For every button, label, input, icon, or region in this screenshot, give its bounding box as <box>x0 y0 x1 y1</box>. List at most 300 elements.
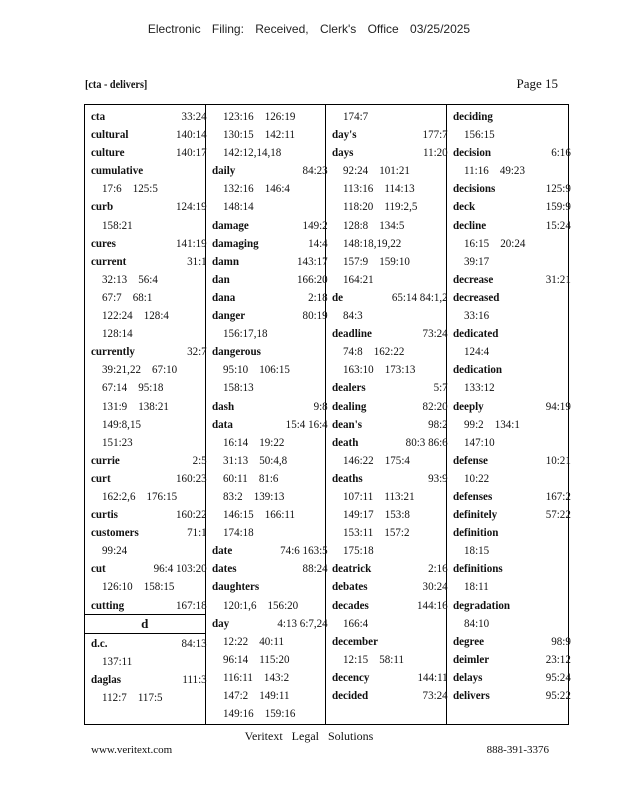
index-continuation-line <box>91 397 218 415</box>
page-line-ref: 163:10 <box>343 362 374 377</box>
index-entry <box>212 577 328 595</box>
index-entry <box>332 632 448 650</box>
page-line-ref: 157:9 <box>343 253 369 268</box>
index-continuation-line <box>91 415 218 433</box>
page-line-ref: 174:7 <box>343 109 369 123</box>
page-line-ref: 82:20 <box>422 398 448 413</box>
index-term: date <box>211 543 232 558</box>
index-continuation-line <box>453 433 582 451</box>
index-continuation-line <box>91 216 218 234</box>
page-line-ref: 149:17 <box>343 507 374 522</box>
page-line-ref: 9:8 <box>313 398 328 413</box>
page-line-ref: 173:13 <box>384 362 416 377</box>
page-line-ref: 31:1 <box>187 253 207 268</box>
index-term: deimler <box>452 651 489 666</box>
index-entry <box>212 216 328 234</box>
index-entry <box>91 505 207 523</box>
index-term: decency <box>332 669 370 684</box>
index-entry <box>453 397 571 415</box>
page-line-ref: 117:5 <box>137 689 163 704</box>
page-line-ref: 99:2 <box>463 416 484 431</box>
page-line-ref: 2:16 <box>428 561 448 576</box>
page-line-ref: 20:24 <box>499 235 525 250</box>
index-term: dangerous <box>211 344 261 359</box>
index-term: dean's <box>332 416 363 431</box>
page-line-ref: 98:9 <box>550 633 571 648</box>
page-line-ref: 58:11 <box>379 651 404 666</box>
page-line-ref: 6:16 <box>550 145 571 160</box>
index-entry <box>212 415 328 433</box>
index-entry <box>332 596 448 614</box>
page-line-ref: 4:13 6:7,24 <box>276 615 328 630</box>
page-line-ref: 32:13 <box>102 271 128 286</box>
page-line-ref: 143:2 <box>263 669 289 684</box>
index-entry <box>453 650 571 668</box>
page-line-ref: 84:23 <box>302 163 328 178</box>
index-continuation-line <box>332 541 459 559</box>
index-term: defense <box>452 452 488 467</box>
index-entry <box>212 397 328 415</box>
page-line-ref: 131:9 <box>102 398 128 413</box>
index-entry <box>91 197 207 215</box>
index-continuation-line <box>212 451 339 469</box>
index-term: decline <box>452 217 486 232</box>
index-continuation-line <box>332 650 459 668</box>
index-continuation-line <box>453 306 582 324</box>
index-entry <box>453 596 571 614</box>
index-term: deatrick <box>332 561 372 576</box>
page-line-ref: 57:22 <box>545 507 571 522</box>
index-term: delays <box>452 669 482 684</box>
page-line-ref: 159:9 <box>545 199 571 214</box>
page-line-ref: 95:10 <box>222 362 248 377</box>
index-term: currently <box>91 344 135 359</box>
page-line-ref: 31:21 <box>545 271 571 286</box>
page-line-ref: 92:24 <box>343 163 369 178</box>
page-line-ref: 158:15 <box>143 579 175 594</box>
page-line-ref: 10:22 <box>463 470 489 485</box>
index-continuation-line <box>212 704 339 722</box>
index-term: d.c. <box>91 635 108 650</box>
section-letter-header: d <box>85 614 205 634</box>
page-line-ref: 5:7 <box>433 380 448 395</box>
page-line-ref: 101:21 <box>379 163 410 178</box>
index-continuation-line <box>91 270 218 288</box>
page-line-ref: 137:11 <box>102 653 133 668</box>
index-entry <box>212 306 328 324</box>
page-line-ref: 130:15 <box>222 127 254 142</box>
page-line-ref: 156:17,18 <box>222 326 268 341</box>
page-line-ref: 95:18 <box>138 380 164 395</box>
index-entry <box>212 614 328 632</box>
page-line-ref: 153:11 <box>343 525 374 540</box>
page-line-ref: 157:2 <box>384 525 410 540</box>
index-continuation-line <box>453 125 582 143</box>
page-line-ref: 156:20 <box>267 597 298 612</box>
page-line-ref: 12:15 <box>343 651 369 666</box>
index-term: dana <box>211 289 235 304</box>
index-entry <box>91 125 207 143</box>
page-line-ref: 17:6 <box>102 181 122 196</box>
page-line-ref: 56:4 <box>138 271 158 286</box>
index-term: cures <box>91 235 116 250</box>
index-entry <box>453 216 571 234</box>
index-term: curtis <box>91 507 118 522</box>
index-term: daglas <box>91 671 122 686</box>
index-continuation-line <box>453 378 582 396</box>
index-entry <box>212 252 328 270</box>
index-term: curt <box>91 470 111 485</box>
page-line-ref: 138:21 <box>138 398 169 413</box>
index-term: decrease <box>452 271 493 286</box>
page-line-ref: 142:11 <box>264 127 295 142</box>
page-line-ref: 18:15 <box>463 543 489 558</box>
index-continuation-line <box>91 324 218 342</box>
index-continuation-line <box>332 487 459 505</box>
index-entry <box>332 143 448 161</box>
page-line-ref: 94:19 <box>545 398 571 413</box>
index-term: daily <box>211 163 235 178</box>
index-term: daughters <box>211 579 259 594</box>
page-line-ref: 140:14 <box>176 127 207 142</box>
index-entry <box>332 686 448 704</box>
index-continuation-line <box>212 487 339 505</box>
index-term: definitely <box>452 507 497 522</box>
page-line-ref: 153:8 <box>384 507 410 522</box>
page-line-ref: 15:4 16:4 <box>285 416 328 431</box>
index-entry <box>453 360 571 378</box>
index-entry <box>91 107 207 125</box>
page-line-ref: 31:13 <box>222 452 248 467</box>
index-term: degree <box>452 633 484 648</box>
index-entry <box>453 179 571 197</box>
index-continuation-line <box>332 107 459 125</box>
page-line-ref: 175:18 <box>343 543 374 558</box>
index-entry <box>453 686 571 704</box>
index-entry <box>91 234 207 252</box>
index-term: degradation <box>452 597 510 612</box>
page-line-ref: 128:8 <box>343 217 369 232</box>
index-term: de <box>332 289 344 304</box>
index-continuation-line <box>332 179 459 197</box>
index-term: deaths <box>332 470 363 485</box>
page-line-ref: 166:20 <box>296 271 328 286</box>
index-continuation-line <box>332 614 459 632</box>
index-entry <box>453 324 571 342</box>
page-line-ref: 39:21,22 <box>102 362 141 377</box>
index-continuation-line <box>332 342 459 360</box>
footer-phone: 888-391-3376 <box>486 744 549 756</box>
index-continuation-line <box>332 270 459 288</box>
page-line-ref: 147:10 <box>463 434 495 449</box>
index-entry <box>91 252 207 270</box>
index-term: culture <box>91 145 125 160</box>
index-entry <box>453 107 571 125</box>
page-line-ref: 74:8 <box>343 344 363 359</box>
page-line-ref: 128:14 <box>102 326 133 341</box>
index-entry <box>453 632 571 650</box>
page-line-ref: 142:12,14,18 <box>222 145 281 160</box>
word-index-grid <box>84 104 569 725</box>
page-line-ref: 80:19 <box>302 308 328 323</box>
index-term: cut <box>91 561 106 576</box>
page-line-ref: 10:21 <box>545 452 571 467</box>
index-continuation-line <box>212 433 339 451</box>
page-line-ref: 149:2 <box>302 217 328 232</box>
page-line-ref: 33:24 <box>181 109 207 123</box>
index-entry <box>91 161 207 179</box>
page-line-ref: 148:18,19,22 <box>343 235 402 250</box>
page-line-ref: 49:23 <box>499 163 525 178</box>
page-line-ref: 11:16 <box>463 163 489 178</box>
page-line-ref: 88:24 <box>302 561 328 576</box>
page-line-ref: 177:7 <box>422 127 448 142</box>
page-line-ref: 143:17 <box>296 253 328 268</box>
page-line-ref: 166:11 <box>264 507 295 522</box>
index-continuation-line <box>453 161 582 179</box>
page-line-ref: 123:16 <box>222 109 254 123</box>
page-line-ref: 133:12 <box>463 380 495 395</box>
index-term: dealing <box>332 398 367 413</box>
page-line-ref: 93:9 <box>428 470 448 485</box>
page-line-ref: 114:13 <box>384 181 415 196</box>
index-continuation-line <box>212 107 339 125</box>
index-entry <box>91 342 207 360</box>
index-term: cutting <box>91 597 125 612</box>
index-term: definition <box>452 525 498 540</box>
index-term: dash <box>211 398 234 413</box>
page-line-ref: 99:24 <box>102 543 128 558</box>
page-line-ref: 160:22 <box>176 507 207 522</box>
index-term: deadline <box>332 326 372 341</box>
page-line-ref: 132:16 <box>222 181 254 196</box>
footer-website: www.veritext.com <box>91 744 173 756</box>
index-continuation-line <box>453 234 582 252</box>
index-term: dates <box>211 561 237 576</box>
page-line-ref: 112:7 <box>102 689 127 704</box>
page-line-ref: 120:1,6 <box>222 597 256 612</box>
page-line-ref: 74:6 163:5 <box>279 543 328 558</box>
page-line-ref: 73:24 <box>422 688 448 702</box>
page-line-ref: 125:5 <box>132 181 158 196</box>
index-entry <box>332 397 448 415</box>
index-continuation-line <box>91 577 218 595</box>
page-line-ref: 125:9 <box>545 181 571 196</box>
index-term: day's <box>332 127 357 142</box>
index-term: deeply <box>452 398 484 413</box>
index-continuation-line <box>91 360 218 378</box>
index-entry <box>332 469 448 487</box>
page-line-ref: 144:16 <box>417 597 448 612</box>
index-term: dedicated <box>452 326 498 341</box>
index-continuation-line <box>212 378 339 396</box>
page-line-ref: 126:19 <box>264 109 295 123</box>
index-column-3 <box>326 105 447 724</box>
index-entry <box>332 433 448 451</box>
index-continuation-line <box>332 451 459 469</box>
filing-banner: Electronic Filing: Received, Clerk's Office 03/25/2025 <box>147 22 471 36</box>
index-continuation-line <box>91 306 218 324</box>
index-column-2 <box>206 105 327 724</box>
index-term: decreased <box>452 289 499 304</box>
index-term: current <box>91 253 127 268</box>
index-continuation-line <box>453 577 582 595</box>
index-entry <box>91 451 207 469</box>
index-entry <box>453 197 571 215</box>
page-line-ref: 81:6 <box>258 470 278 485</box>
index-entry <box>212 541 328 559</box>
index-entry <box>91 143 207 161</box>
index-entry <box>332 668 448 686</box>
page-line-ref: 83:2 <box>222 488 243 503</box>
page-line-ref: 11:20 <box>422 145 448 160</box>
page-line-ref: 126:10 <box>102 579 133 594</box>
page-line-ref: 84:3 <box>343 308 363 323</box>
index-entry <box>91 523 207 541</box>
page-line-ref: 118:20 <box>343 199 374 214</box>
page-line-ref: 167:18 <box>176 597 207 612</box>
page-line-ref: 128:4 <box>143 308 169 323</box>
page-line-ref: 12:22 <box>222 633 248 648</box>
page-line-ref: 18:11 <box>463 579 489 594</box>
index-continuation-line <box>212 197 339 215</box>
index-continuation-line <box>212 125 339 143</box>
page-line-ref: 141:19 <box>176 235 207 250</box>
page-line-ref: 124:4 <box>463 344 489 359</box>
index-term: currie <box>91 452 120 467</box>
index-continuation-line <box>212 596 339 614</box>
page-line-ref: 140:17 <box>176 145 207 160</box>
page-line-ref: 162:22 <box>373 344 405 359</box>
index-continuation-line <box>91 288 218 306</box>
page-line-ref: 160:23 <box>176 470 207 485</box>
page-line-ref: 146:22 <box>343 452 374 467</box>
page-line-ref: 30:24 <box>422 579 448 594</box>
page-line-ref: 134:5 <box>379 217 405 232</box>
index-term: damage <box>211 217 249 232</box>
index-entry <box>453 487 571 505</box>
index-term: customers <box>91 525 139 540</box>
page-line-ref: 14:4 <box>307 235 328 250</box>
index-entry <box>212 559 328 577</box>
page-line-ref: 68:1 <box>132 289 153 304</box>
index-continuation-line <box>91 487 218 505</box>
index-term: days <box>332 145 354 160</box>
index-continuation-line <box>212 143 339 161</box>
index-term: decided <box>332 688 369 702</box>
index-term: dan <box>211 271 230 286</box>
index-term: definitions <box>452 561 503 576</box>
index-term: data <box>211 416 233 431</box>
index-term: curb <box>91 199 114 214</box>
index-range: [cta - delivers] <box>85 77 148 91</box>
index-entry <box>453 559 571 577</box>
index-continuation-line <box>91 652 218 670</box>
index-entry <box>332 559 448 577</box>
page-line-ref: 162:2,6 <box>102 488 136 503</box>
page-line-ref: 148:14 <box>222 199 254 214</box>
page-line-ref: 119:2,5 <box>384 199 418 214</box>
index-continuation-line <box>212 632 339 650</box>
index-continuation-line <box>453 541 582 559</box>
page-line-ref: 60:11 <box>222 470 248 485</box>
index-continuation-line <box>453 415 582 433</box>
index-continuation-line <box>453 614 582 632</box>
page-line-ref: 98:2 <box>428 416 448 431</box>
page-line-ref: 23:12 <box>545 651 571 666</box>
index-continuation-line <box>91 688 218 706</box>
index-continuation-line <box>332 306 459 324</box>
index-term: decision <box>452 145 491 160</box>
index-entry <box>453 451 571 469</box>
index-entry <box>91 670 207 688</box>
index-entry <box>332 125 448 143</box>
index-continuation-line <box>212 324 339 342</box>
index-continuation-line <box>91 541 218 559</box>
index-entry <box>332 577 448 595</box>
index-term: decisions <box>452 181 495 196</box>
page-line-ref: 71:1 <box>187 525 207 540</box>
page-line-ref: 176:15 <box>146 488 178 503</box>
index-entry <box>453 143 571 161</box>
index-continuation-line <box>212 668 339 686</box>
index-continuation-line <box>453 469 582 487</box>
index-term: cta <box>91 109 106 123</box>
index-continuation-line <box>332 505 459 523</box>
index-continuation-line <box>91 179 218 197</box>
page-line-ref: 33:16 <box>463 308 489 323</box>
index-column-4 <box>447 105 569 724</box>
page-line-ref: 146:15 <box>222 507 254 522</box>
index-entry <box>453 270 571 288</box>
page-line-ref: 167:2 <box>545 488 571 503</box>
index-term: deck <box>452 199 475 214</box>
page-line-ref: 67:7 <box>102 289 122 304</box>
index-term: defenses <box>452 488 492 503</box>
page-line-ref: 40:11 <box>258 633 284 648</box>
page-line-ref: 113:21 <box>384 488 415 503</box>
page-line-ref: 158:21 <box>102 217 133 232</box>
page-line-ref: 107:11 <box>343 488 374 503</box>
page-line-ref: 159:10 <box>379 253 410 268</box>
page-line-ref: 158:13 <box>222 380 254 395</box>
index-continuation-line <box>453 252 582 270</box>
index-term: danger <box>211 308 245 323</box>
index-entry <box>332 378 448 396</box>
index-entry <box>453 505 571 523</box>
index-term: dedication <box>452 362 502 377</box>
index-continuation-line <box>212 686 339 704</box>
index-entry <box>453 523 571 541</box>
page-line-ref: 115:20 <box>258 651 289 666</box>
page-line-ref: 134:1 <box>494 416 520 431</box>
page-line-ref: 96:14 <box>222 651 248 666</box>
index-term: delivers <box>452 688 490 702</box>
index-continuation-line <box>212 505 339 523</box>
index-term: day <box>211 615 229 630</box>
page-line-ref: 15:24 <box>545 217 571 232</box>
page-line-ref: 149:8,15 <box>102 416 141 431</box>
page-line-ref: 174:18 <box>222 525 254 540</box>
page-line-ref: 164:21 <box>343 271 374 286</box>
page-line-ref: 16:14 <box>222 434 248 449</box>
index-continuation-line <box>212 360 339 378</box>
page-line-ref: 67:10 <box>152 362 178 377</box>
index-term: deciding <box>452 109 493 123</box>
page-line-ref: 146:4 <box>264 181 290 196</box>
page-line-ref: 147:2 <box>222 688 248 702</box>
index-entry <box>332 288 448 306</box>
